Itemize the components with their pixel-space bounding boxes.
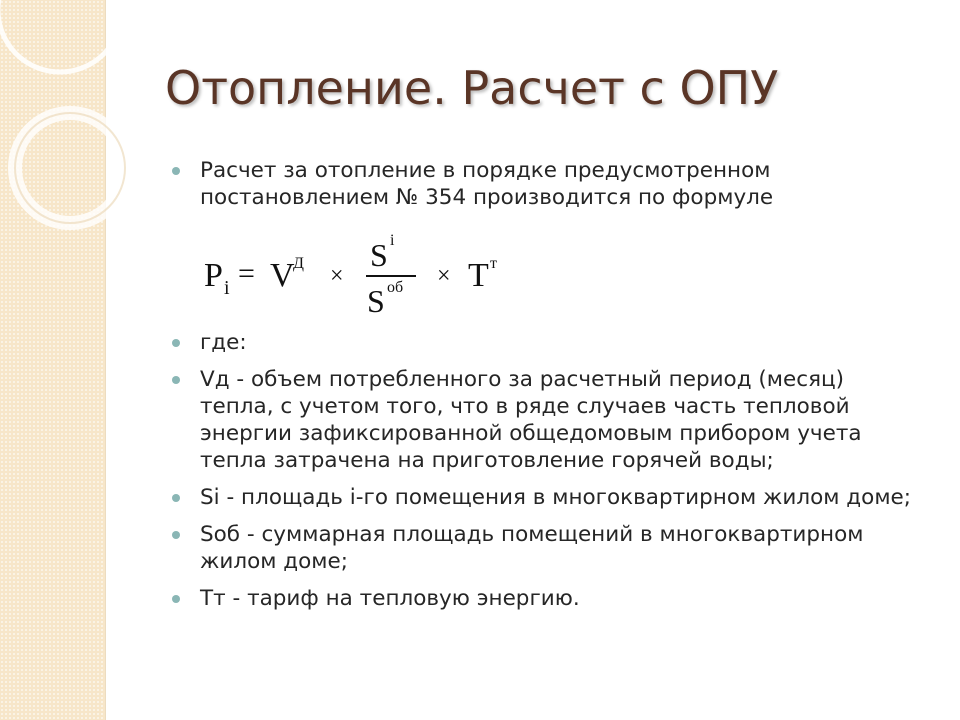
- formula-s-denominator: S: [367, 283, 385, 319]
- formula-equals: =: [238, 257, 255, 290]
- heating-formula: [200, 228, 520, 323]
- formula-s-denominator-sup: об: [387, 279, 404, 296]
- formula-v-sup: Д: [293, 255, 304, 272]
- bullet-vd-definition: Vд - объем потребленного за расчетный период (месяц) тепла, с учетом того, что в ряде случаев часть тепловой энергии зафиксированной общедомовым прибором учета тепла затрачена на приготовление горячей воды;: [170, 366, 920, 474]
- intro-bullet: Расчет за отопление в порядке предусмотренном постановлением № 354 производится по формуле: [170, 157, 920, 211]
- formula-times-2: ×: [437, 263, 451, 289]
- formula-s-numerator: S: [370, 237, 388, 273]
- formula-v: V: [270, 257, 295, 294]
- bullet-tt-definition: Тт - тариф на тепловую энергию.: [170, 585, 920, 612]
- definitions-list: [170, 329, 920, 622]
- intro-list: [170, 157, 920, 221]
- formula-t: T: [468, 257, 489, 294]
- bullet-sob-definition: Sоб - суммарная площадь помещений в многоквартирном жилом доме;: [170, 521, 920, 575]
- formula-times-1: ×: [330, 263, 344, 289]
- bullet-si-definition: Si - площадь i-го помещения в многоквартирном жилом доме;: [170, 484, 920, 511]
- bullet-where: где:: [170, 329, 920, 356]
- formula-p-sub: i: [224, 277, 230, 299]
- formula-s-numerator-sup: i: [390, 232, 395, 249]
- decorative-side-band: [0, 0, 106, 720]
- slide-title: Отопление. Расчет с ОПУ: [165, 61, 779, 115]
- formula-p: P: [204, 257, 223, 294]
- formula-t-sup: т: [490, 255, 497, 272]
